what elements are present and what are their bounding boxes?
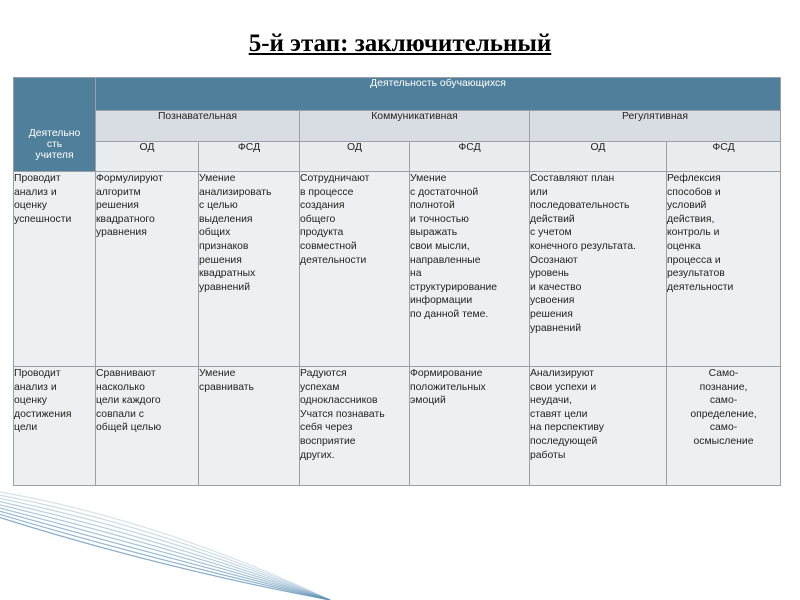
subheader-fsd: ФСД xyxy=(410,142,530,172)
cell-text-line: ставят цели xyxy=(530,408,588,420)
cell-text-line: уравнения xyxy=(96,227,147,239)
decorative-stripe xyxy=(0,511,330,600)
subheader-od: ОД xyxy=(300,142,410,172)
cell-text-line: Проводит xyxy=(14,173,61,184)
cell-text-line: цели каждого xyxy=(96,395,161,407)
cell-text-line: с учетом xyxy=(530,227,572,239)
cell-text-line: насколько xyxy=(96,381,145,393)
cell-text-line: общей целью xyxy=(96,422,162,434)
cell-text-line: полнотой xyxy=(410,200,455,212)
cell-text-line: выделения xyxy=(199,213,253,225)
cell-text-line: Сравнивают xyxy=(96,368,156,379)
table-cell xyxy=(96,367,199,486)
cell-text-line: Учатся познавать xyxy=(300,408,385,420)
cell-text-line: с достаточной xyxy=(410,186,479,198)
cell-text-line: или xyxy=(530,186,548,198)
table-cell xyxy=(199,367,300,486)
cell-text-line: процесса и xyxy=(667,254,721,266)
cell-text-line: одноклассников xyxy=(300,395,378,407)
group-regulative: Регулятивная xyxy=(530,111,781,142)
cell-text-line: выражать xyxy=(410,227,458,239)
cell-text-line: само- xyxy=(709,395,738,407)
cell-text-line: в процессе xyxy=(300,186,354,198)
students-activity-header: Деятельность обучающихся xyxy=(96,78,781,111)
decorative-stripes xyxy=(0,490,800,600)
cell-text-line: анализ и xyxy=(14,381,57,393)
cell-text-line: по данной теме. xyxy=(410,308,489,320)
cell-text-line: других. xyxy=(300,449,335,461)
cell-text-line: свои успехи и xyxy=(530,381,597,393)
cell-text-line: с целью xyxy=(199,200,238,212)
cell-text-line: последующей xyxy=(530,435,598,447)
table-cell xyxy=(14,172,96,367)
cell-text-line: Умение xyxy=(199,368,236,379)
cell-text-line: информации xyxy=(410,295,473,307)
cell-text-line: Проводит xyxy=(14,368,61,379)
cell-text-line: Рефлексия xyxy=(667,173,721,184)
subheader-fsd: ФСД xyxy=(199,142,300,172)
cell-text-line: успешности xyxy=(14,213,72,225)
cell-text-line: успехам xyxy=(300,381,340,393)
cell-text-line: Составляют план xyxy=(530,173,615,184)
cell-text-line: контроль и xyxy=(667,227,720,239)
cell-text-line: свои мысли, xyxy=(410,240,470,252)
cell-text-line: создания xyxy=(300,200,345,212)
cell-text-line: Формирование xyxy=(410,368,483,379)
cell-text-line: Формулируют xyxy=(96,173,163,184)
cell-text-line: эмоций xyxy=(410,395,446,407)
cell-text-line: Умение xyxy=(410,173,447,184)
cell-text-line: последовательность xyxy=(530,200,630,212)
table-cell xyxy=(530,172,667,367)
cell-text-line: уравнений xyxy=(199,281,251,293)
cell-text-line: оценку xyxy=(14,200,47,212)
table-cell xyxy=(14,367,96,486)
cell-text-line: решения xyxy=(530,308,573,320)
cell-text-line: структурирование xyxy=(410,281,498,293)
cell-text-line: общих xyxy=(199,227,231,239)
table-cell xyxy=(410,367,530,486)
table-cell xyxy=(199,172,300,367)
cell-text-line: деятельности xyxy=(667,281,734,293)
cell-text-line: анализировать xyxy=(199,186,272,198)
table-cell xyxy=(300,367,410,486)
table-row xyxy=(14,367,781,486)
cell-text-line: осмысление xyxy=(693,435,754,447)
cell-text-line: алгоритм xyxy=(96,186,141,198)
cell-text-line: оценка xyxy=(667,240,701,252)
table-cell xyxy=(300,172,410,367)
cell-text-line: анализ и xyxy=(14,186,57,198)
cell-text-line: познание, xyxy=(699,381,748,393)
cell-text-line: признаков xyxy=(199,240,249,252)
cell-text-line: Осознают xyxy=(530,254,578,266)
cell-text-line: оценку xyxy=(14,395,47,407)
cell-text-line: конечного результата. xyxy=(530,240,636,252)
cell-text-line: работы xyxy=(530,449,566,461)
cell-text-line: на перспективу xyxy=(530,422,604,434)
cell-text-line: Анализируют xyxy=(530,368,595,379)
cell-text-line: квадратных xyxy=(199,268,256,280)
cell-text-line: совместной xyxy=(300,240,357,252)
cell-text-line: и качество xyxy=(530,281,582,293)
table-cell xyxy=(667,367,781,486)
cell-text-line: квадратного xyxy=(96,213,155,225)
page-title: 5-й этап: заключительный xyxy=(248,30,552,57)
cell-text-line: Само- xyxy=(708,368,739,379)
cell-text-line: неудачи, xyxy=(530,395,572,407)
table-cell xyxy=(410,172,530,367)
subheader-od: ОД xyxy=(96,142,199,172)
cell-text-line: уровень xyxy=(530,268,569,280)
group-communicative: Коммуникативная xyxy=(300,111,530,142)
table-cell xyxy=(96,172,199,367)
table-cell xyxy=(667,172,781,367)
activity-table xyxy=(13,77,781,486)
cell-text-line: деятельности xyxy=(300,254,367,266)
table-row xyxy=(14,172,781,367)
cell-text-line: способов и xyxy=(667,186,721,198)
cell-text-line: условий xyxy=(667,200,707,212)
cell-text-line: достижения xyxy=(14,408,72,420)
cell-text-line: себя через xyxy=(300,422,353,434)
cell-text-line: решения xyxy=(199,254,242,266)
cell-text-line: решения xyxy=(96,200,139,212)
subheader-fsd: ФСД xyxy=(667,142,781,172)
cell-text-line: уравнений xyxy=(530,322,582,334)
cell-text-line: само- xyxy=(709,422,738,434)
cell-text-line: совпали с xyxy=(96,408,144,420)
cell-text-line: продукта xyxy=(300,227,344,239)
subheader-od: ОД xyxy=(530,142,667,172)
cell-text-line: сравнивать xyxy=(199,381,254,393)
cell-text-line: определение, xyxy=(690,408,757,420)
cell-text-line: общего xyxy=(300,213,336,225)
cell-text-line: результатов xyxy=(667,268,725,280)
cell-text-line: усвоения xyxy=(530,295,575,307)
cell-text-line: Сотрудничают xyxy=(300,173,370,184)
cell-text-line: действий xyxy=(530,213,575,225)
cell-text-line: положительных xyxy=(410,381,486,393)
decorative-stripe xyxy=(0,508,330,600)
cell-text-line: Радуются xyxy=(300,368,347,379)
cell-text-line: действия, xyxy=(667,213,715,225)
cell-text-line: направленные xyxy=(410,254,481,266)
cell-text-line: и точностью xyxy=(410,213,469,225)
teacher-activity-header: Деятельно сть учителя xyxy=(14,78,96,172)
table-cell xyxy=(530,367,667,486)
cell-text-line: цели xyxy=(14,422,38,434)
group-cognitive: Познавательная xyxy=(96,111,300,142)
cell-text-line: Умение xyxy=(199,173,236,184)
cell-text-line: на xyxy=(410,268,422,280)
cell-text-line: восприятие xyxy=(300,435,356,447)
